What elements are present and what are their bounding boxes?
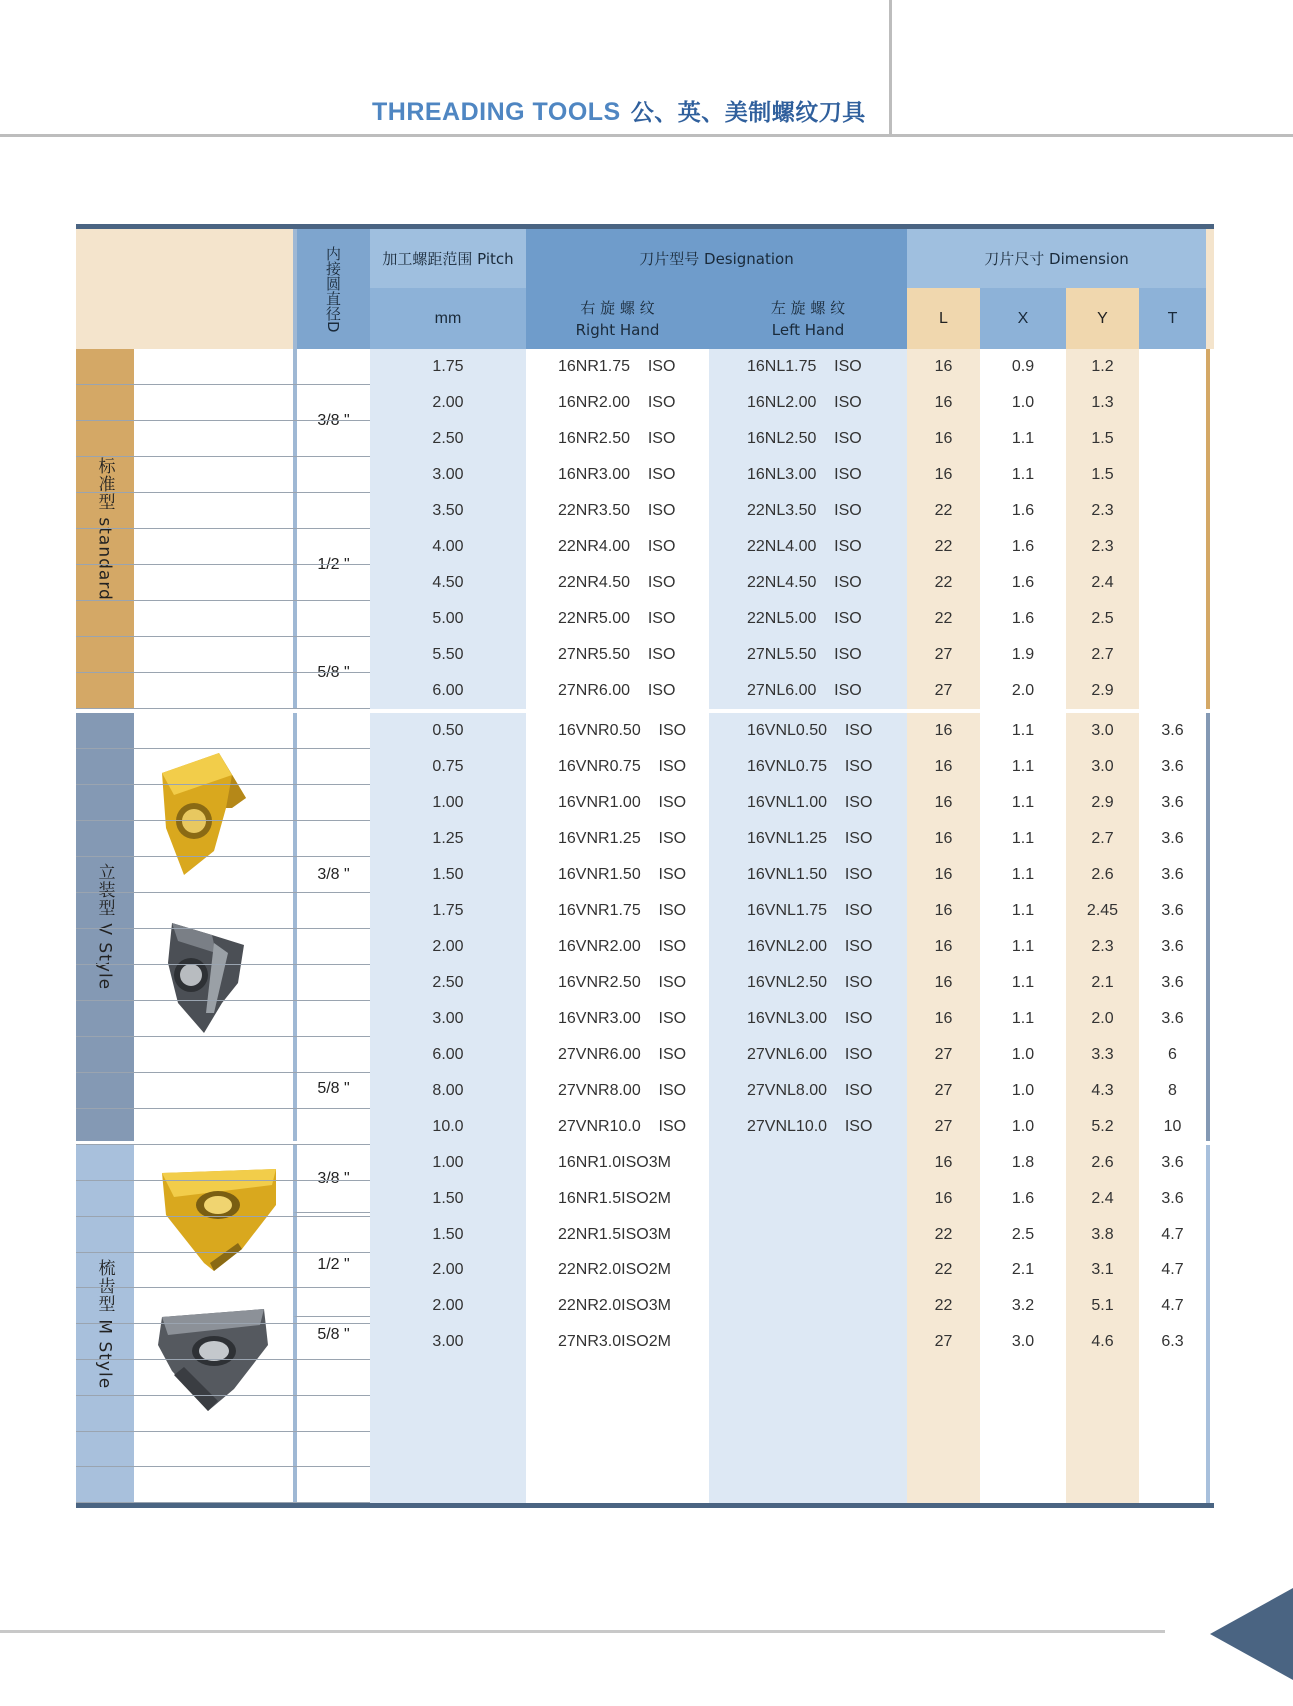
cell-pitch: 1.00: [370, 1145, 526, 1181]
cell-pitch: 5.50: [370, 637, 526, 673]
table-row: [76, 421, 1206, 457]
table-row: [76, 1360, 1206, 1396]
cell-lh: [709, 1252, 907, 1288]
cell-lh: [709, 1288, 907, 1324]
cell-pitch: 1.75: [370, 349, 526, 385]
cell-L: 16: [907, 457, 980, 493]
cell-L: 27: [907, 1073, 980, 1109]
page-title-cn: 公、英、美制螺纹刀具: [630, 100, 866, 126]
cell-T: 8: [1139, 1073, 1206, 1109]
cell-lh: 22NL4.00 ISO: [709, 529, 907, 565]
cell-lh: 22NL4.50 ISO: [709, 565, 907, 601]
cell-Y: 2.4: [1066, 565, 1139, 601]
table-row: [76, 493, 1206, 529]
category-standard-label: 标准型 standard: [94, 457, 115, 601]
d-group-m-1-2: 1/2 ": [293, 1213, 370, 1317]
header-right-hand-en: Right Hand: [575, 320, 660, 339]
cell-T: 3.6: [1139, 785, 1206, 821]
cell-L: 16: [907, 385, 980, 421]
threading-inserts-table: [76, 229, 1214, 1503]
cell-pitch: 2.50: [370, 965, 526, 1001]
page-turn-arrow-icon: [1210, 1588, 1293, 1680]
cell-Y: 4.3: [1066, 1073, 1139, 1109]
cell-Y: 2.4: [1066, 1181, 1139, 1217]
cell-T: [1139, 1360, 1206, 1396]
cell-L: 27: [907, 1324, 980, 1360]
cell-Y: 2.5: [1066, 601, 1139, 637]
cell-L: 16: [907, 893, 980, 929]
cell-pitch: [370, 1431, 526, 1467]
cell-L: 27: [907, 1037, 980, 1073]
cell-Y: 3.1: [1066, 1252, 1139, 1288]
cell-rh: 22NR5.00 ISO: [526, 601, 709, 637]
footer-rule: [0, 1630, 1165, 1633]
cell-T: 3.6: [1139, 1181, 1206, 1217]
cell-L: 16: [907, 421, 980, 457]
cell-rh: 16NR2.50 ISO: [526, 421, 709, 457]
cell-Y: 2.3: [1066, 493, 1139, 529]
cell-X: [980, 1396, 1066, 1432]
cell-lh: 16NL3.00 ISO: [709, 457, 907, 493]
table-row: [76, 1073, 1206, 1109]
cell-T: 3.6: [1139, 929, 1206, 965]
cell-rh: [526, 1360, 709, 1396]
cell-T: [1139, 529, 1206, 565]
cell-X: 1.1: [980, 749, 1066, 785]
table-row: [76, 1252, 1206, 1288]
cell-pitch: 4.00: [370, 529, 526, 565]
cell-L: 16: [907, 349, 980, 385]
cell-pitch: 2.00: [370, 929, 526, 965]
cell-rh: 16VNR0.75 ISO: [526, 749, 709, 785]
cell-lh: 27VNL8.00 ISO: [709, 1073, 907, 1109]
table-row: [76, 673, 1206, 709]
cell-rh: 27VNR10.0 ISO: [526, 1109, 709, 1145]
cell-L: [907, 1360, 980, 1396]
cell-lh: 16VNL3.00 ISO: [709, 1001, 907, 1037]
table-row: [76, 1145, 1206, 1181]
table-row: [76, 1001, 1206, 1037]
cell-T: 6.3: [1139, 1324, 1206, 1360]
cell-rh: [526, 1467, 709, 1503]
cell-lh: [709, 1181, 907, 1217]
cell-pitch: 0.50: [370, 713, 526, 749]
cell-lh: 16NL2.00 ISO: [709, 385, 907, 421]
table-row: [76, 713, 1206, 749]
cell-Y: 1.2: [1066, 349, 1139, 385]
table-row: [76, 749, 1206, 785]
cell-T: 3.6: [1139, 821, 1206, 857]
cell-X: 2.5: [980, 1217, 1066, 1253]
cell-rh: 16VNR2.50 ISO: [526, 965, 709, 1001]
header-edge: [1206, 229, 1214, 349]
cell-T: 3.6: [1139, 893, 1206, 929]
table-row: [76, 637, 1206, 673]
cell-X: 1.6: [980, 601, 1066, 637]
cell-pitch: 1.50: [370, 1181, 526, 1217]
edge-standard: [1206, 349, 1210, 709]
table-row: [76, 929, 1206, 965]
cell-X: 1.1: [980, 713, 1066, 749]
cell-rh: 16VNR3.00 ISO: [526, 1001, 709, 1037]
cell-pitch: 2.00: [370, 1252, 526, 1288]
cell-Y: 3.0: [1066, 713, 1139, 749]
cell-L: 16: [907, 929, 980, 965]
cell-rh: 27NR6.00 ISO: [526, 673, 709, 709]
cell-T: 3.6: [1139, 1001, 1206, 1037]
cell-lh: [709, 1217, 907, 1253]
cell-Y: 2.3: [1066, 929, 1139, 965]
cell-L: 27: [907, 673, 980, 709]
cell-L: 22: [907, 1252, 980, 1288]
cell-X: 1.1: [980, 785, 1066, 821]
cell-L: 16: [907, 1181, 980, 1217]
cell-rh: 16NR2.00 ISO: [526, 385, 709, 421]
cell-X: 3.2: [980, 1288, 1066, 1324]
cell-X: [980, 1467, 1066, 1503]
cell-X: 1.6: [980, 529, 1066, 565]
cell-L: 22: [907, 529, 980, 565]
cell-L: 27: [907, 1109, 980, 1145]
cell-L: [907, 1431, 980, 1467]
cell-Y: 2.6: [1066, 857, 1139, 893]
cell-rh: 22NR4.50 ISO: [526, 565, 709, 601]
cell-X: [980, 1431, 1066, 1467]
header-dimension: 刀片尺寸 Dimension: [907, 229, 1206, 288]
cell-L: 27: [907, 637, 980, 673]
cell-L: 16: [907, 749, 980, 785]
cell-pitch: 3.00: [370, 1324, 526, 1360]
d-group-v-5-8: 5/8 ": [293, 1037, 370, 1141]
cell-X: 1.1: [980, 893, 1066, 929]
top-vertical-divider: [889, 0, 892, 136]
cell-T: [1139, 385, 1206, 421]
cell-T: 3.6: [1139, 1145, 1206, 1181]
cell-X: 1.6: [980, 493, 1066, 529]
cell-pitch: 1.00: [370, 785, 526, 821]
table-row: [76, 601, 1206, 637]
cell-pitch: 1.25: [370, 821, 526, 857]
cell-T: [1139, 457, 1206, 493]
cell-Y: 2.0: [1066, 1001, 1139, 1037]
table-row: [76, 1467, 1206, 1503]
cell-Y: 1.5: [1066, 457, 1139, 493]
cell-lh: [709, 1360, 907, 1396]
cell-lh: 27NL5.50 ISO: [709, 637, 907, 673]
cell-L: [907, 1467, 980, 1503]
cell-lh: 27NL6.00 ISO: [709, 673, 907, 709]
cell-L: 16: [907, 1001, 980, 1037]
cell-rh: 27NR3.0ISO2M: [526, 1324, 709, 1360]
cell-rh: 27NR5.50 ISO: [526, 637, 709, 673]
cell-pitch: 5.00: [370, 601, 526, 637]
cell-Y: 2.7: [1066, 637, 1139, 673]
cell-T: [1139, 349, 1206, 385]
cell-rh: 16VNR1.00 ISO: [526, 785, 709, 821]
cell-X: 1.1: [980, 965, 1066, 1001]
cell-Y: 2.3: [1066, 529, 1139, 565]
table-row: [76, 893, 1206, 929]
cell-L: [907, 1396, 980, 1432]
cell-Y: [1066, 1360, 1139, 1396]
cell-rh: 22NR2.0ISO2M: [526, 1252, 709, 1288]
cell-T: 6: [1139, 1037, 1206, 1073]
cell-Y: 2.9: [1066, 673, 1139, 709]
category-m-style-label: 梳齿型 M Style: [94, 1258, 115, 1390]
cell-Y: [1066, 1467, 1139, 1503]
cell-pitch: 3.00: [370, 1001, 526, 1037]
cell-rh: 22NR2.0ISO3M: [526, 1288, 709, 1324]
table-row: [76, 821, 1206, 857]
header-pitch-unit: mm: [370, 288, 526, 349]
cell-Y: 5.1: [1066, 1288, 1139, 1324]
edge-v-style: [1206, 713, 1210, 1141]
cell-lh: 27VNL10.0 ISO: [709, 1109, 907, 1145]
edge-m-style: [1206, 1145, 1210, 1503]
cell-X: 0.9: [980, 349, 1066, 385]
cell-pitch: 3.00: [370, 457, 526, 493]
cell-Y: 2.1: [1066, 965, 1139, 1001]
cell-L: 16: [907, 965, 980, 1001]
cell-Y: [1066, 1431, 1139, 1467]
cell-T: 3.6: [1139, 713, 1206, 749]
table-bottom-rule: [76, 1503, 1214, 1508]
cell-Y: 1.3: [1066, 385, 1139, 421]
cell-X: 1.8: [980, 1145, 1066, 1181]
page-title: [372, 94, 866, 127]
top-horizontal-rule: [0, 134, 1293, 137]
cell-L: 22: [907, 1217, 980, 1253]
cell-L: 22: [907, 1288, 980, 1324]
cell-T: [1139, 1431, 1206, 1467]
cell-lh: 16VNL2.00 ISO: [709, 929, 907, 965]
cell-L: 16: [907, 821, 980, 857]
cell-lh: 16VNL0.50 ISO: [709, 713, 907, 749]
cell-lh: [709, 1145, 907, 1181]
header-right-hand: [526, 288, 709, 349]
cell-T: 10: [1139, 1109, 1206, 1145]
cell-T: [1139, 673, 1206, 709]
d-group-v-3-8: 3/8 ": [293, 713, 370, 1037]
table-row: [76, 457, 1206, 493]
cell-Y: 5.2: [1066, 1109, 1139, 1145]
cell-lh: [709, 1431, 907, 1467]
cell-X: 2.1: [980, 1252, 1066, 1288]
table-row: [76, 857, 1206, 893]
cell-L: 22: [907, 565, 980, 601]
cell-lh: 16NL1.75 ISO: [709, 349, 907, 385]
cell-pitch: 6.00: [370, 673, 526, 709]
cell-lh: 22NL5.00 ISO: [709, 601, 907, 637]
cell-lh: 27VNL6.00 ISO: [709, 1037, 907, 1073]
cell-X: 1.1: [980, 457, 1066, 493]
cell-L: 16: [907, 713, 980, 749]
header-blank-cell: [76, 229, 293, 349]
cell-X: 1.1: [980, 929, 1066, 965]
table-row: [76, 1396, 1206, 1432]
cell-pitch: 2.50: [370, 421, 526, 457]
cell-pitch: 1.50: [370, 857, 526, 893]
cell-X: [980, 1360, 1066, 1396]
cell-Y: 3.0: [1066, 749, 1139, 785]
cell-Y: 3.8: [1066, 1217, 1139, 1253]
cell-rh: [526, 1396, 709, 1432]
cell-rh: 22NR1.5ISO3M: [526, 1217, 709, 1253]
cell-L: 22: [907, 493, 980, 529]
header-T: T: [1139, 288, 1206, 349]
header-right-hand-cn: 右 旋 螺 纹: [580, 298, 655, 317]
header-left-hand-en: Left Hand: [771, 320, 845, 339]
cell-L: 16: [907, 857, 980, 893]
cell-T: 4.7: [1139, 1217, 1206, 1253]
cell-X: 1.1: [980, 821, 1066, 857]
cell-Y: 2.7: [1066, 821, 1139, 857]
cell-pitch: 2.00: [370, 385, 526, 421]
cell-lh: [709, 1467, 907, 1503]
d-group-m-3-8: 3/8 ": [293, 1145, 370, 1213]
cell-X: 1.0: [980, 1037, 1066, 1073]
cell-T: 4.7: [1139, 1252, 1206, 1288]
cell-lh: 16VNL0.75 ISO: [709, 749, 907, 785]
cell-lh: 16VNL1.25 ISO: [709, 821, 907, 857]
cell-T: [1139, 637, 1206, 673]
cell-X: 1.1: [980, 857, 1066, 893]
cell-Y: 3.3: [1066, 1037, 1139, 1073]
cell-pitch: 0.75: [370, 749, 526, 785]
header-left-hand: [709, 288, 907, 349]
table-row: [76, 1109, 1206, 1145]
table-row: [76, 349, 1206, 385]
cell-rh: 16VNR1.25 ISO: [526, 821, 709, 857]
header-left-hand-cn: 左 旋 螺 纹: [770, 298, 846, 317]
cell-rh: 16VNR0.50 ISO: [526, 713, 709, 749]
table-row: [76, 385, 1206, 421]
cell-X: 3.0: [980, 1324, 1066, 1360]
cell-X: 2.0: [980, 673, 1066, 709]
cell-T: 4.7: [1139, 1288, 1206, 1324]
cell-rh: 27VNR8.00 ISO: [526, 1073, 709, 1109]
cell-X: 1.1: [980, 421, 1066, 457]
cell-pitch: [370, 1467, 526, 1503]
cell-lh: [709, 1324, 907, 1360]
cell-rh: 16NR1.5ISO2M: [526, 1181, 709, 1217]
cell-rh: 22NR4.00 ISO: [526, 529, 709, 565]
cell-rh: 16NR3.00 ISO: [526, 457, 709, 493]
cell-X: 1.0: [980, 1109, 1066, 1145]
header-pitch: 加工螺距范围 Pitch: [370, 229, 526, 288]
cell-lh: 16VNL1.75 ISO: [709, 893, 907, 929]
cell-T: [1139, 1467, 1206, 1503]
cell-X: 1.0: [980, 385, 1066, 421]
cell-Y: 1.5: [1066, 421, 1139, 457]
table-row: [76, 1431, 1206, 1467]
cell-pitch: 3.50: [370, 493, 526, 529]
cell-lh: 16VNL2.50 ISO: [709, 965, 907, 1001]
category-v-style-label: 立装型 V Style: [94, 863, 115, 991]
cell-L: 16: [907, 785, 980, 821]
cell-Y: 4.6: [1066, 1324, 1139, 1360]
cell-pitch: [370, 1360, 526, 1396]
cell-T: [1139, 565, 1206, 601]
cell-T: 3.6: [1139, 857, 1206, 893]
table-row: [76, 1037, 1206, 1073]
cell-pitch: 4.50: [370, 565, 526, 601]
cell-rh: 16NR1.75 ISO: [526, 349, 709, 385]
header-d-text: 内接圆直径D: [324, 245, 342, 333]
cell-X: 1.1: [980, 1001, 1066, 1037]
cell-pitch: 10.0: [370, 1109, 526, 1145]
cell-lh: 16VNL1.50 ISO: [709, 857, 907, 893]
cell-lh: 22NL3.50 ISO: [709, 493, 907, 529]
header-d-col: [293, 229, 370, 349]
cell-lh: [709, 1396, 907, 1432]
cell-rh: 16VNR1.75 ISO: [526, 893, 709, 929]
cell-X: 1.9: [980, 637, 1066, 673]
cell-T: 3.6: [1139, 749, 1206, 785]
cell-pitch: 6.00: [370, 1037, 526, 1073]
cell-pitch: 8.00: [370, 1073, 526, 1109]
table-row: [76, 965, 1206, 1001]
cell-Y: 2.9: [1066, 785, 1139, 821]
d-group-standard-1-2: 1/2 ": [293, 493, 370, 637]
table-row: [76, 1181, 1206, 1217]
cell-rh: [526, 1431, 709, 1467]
header-L: L: [907, 288, 980, 349]
cell-rh: 16VNR1.50 ISO: [526, 857, 709, 893]
cell-lh: 16NL2.50 ISO: [709, 421, 907, 457]
header-Y: Y: [1066, 288, 1139, 349]
cell-L: 16: [907, 1145, 980, 1181]
page-title-en: THREADING TOOLS: [372, 98, 621, 126]
cell-rh: 16VNR2.00 ISO: [526, 929, 709, 965]
table-row: [76, 1288, 1206, 1324]
table-row: [76, 1324, 1206, 1360]
cell-T: [1139, 601, 1206, 637]
cell-L: 22: [907, 601, 980, 637]
header-designation: 刀片型号 Designation: [526, 229, 907, 288]
cell-Y: 2.6: [1066, 1145, 1139, 1181]
cell-rh: 27VNR6.00 ISO: [526, 1037, 709, 1073]
d-group-standard-3-8: 3/8 ": [293, 349, 370, 493]
cell-T: [1139, 493, 1206, 529]
d-group-m-5-8: 5/8 ": [293, 1317, 370, 1353]
cell-X: 1.6: [980, 1181, 1066, 1217]
cell-pitch: [370, 1396, 526, 1432]
cell-T: [1139, 421, 1206, 457]
d-group-standard-5-8: 5/8 ": [293, 637, 370, 709]
table-row: [76, 565, 1206, 601]
table-row: [76, 785, 1206, 821]
cell-lh: 16VNL1.00 ISO: [709, 785, 907, 821]
cell-X: 1.6: [980, 565, 1066, 601]
cell-pitch: 1.50: [370, 1217, 526, 1253]
cell-T: 3.6: [1139, 965, 1206, 1001]
header-X: X: [980, 288, 1066, 349]
table-row: [76, 529, 1206, 565]
cell-X: 1.0: [980, 1073, 1066, 1109]
cell-Y: [1066, 1396, 1139, 1432]
cell-rh: 22NR3.50 ISO: [526, 493, 709, 529]
cell-pitch: 1.75: [370, 893, 526, 929]
table-row: [76, 1217, 1206, 1253]
cell-T: [1139, 1396, 1206, 1432]
cell-rh: 16NR1.0ISO3M: [526, 1145, 709, 1181]
cell-Y: 2.45: [1066, 893, 1139, 929]
cell-pitch: 2.00: [370, 1288, 526, 1324]
